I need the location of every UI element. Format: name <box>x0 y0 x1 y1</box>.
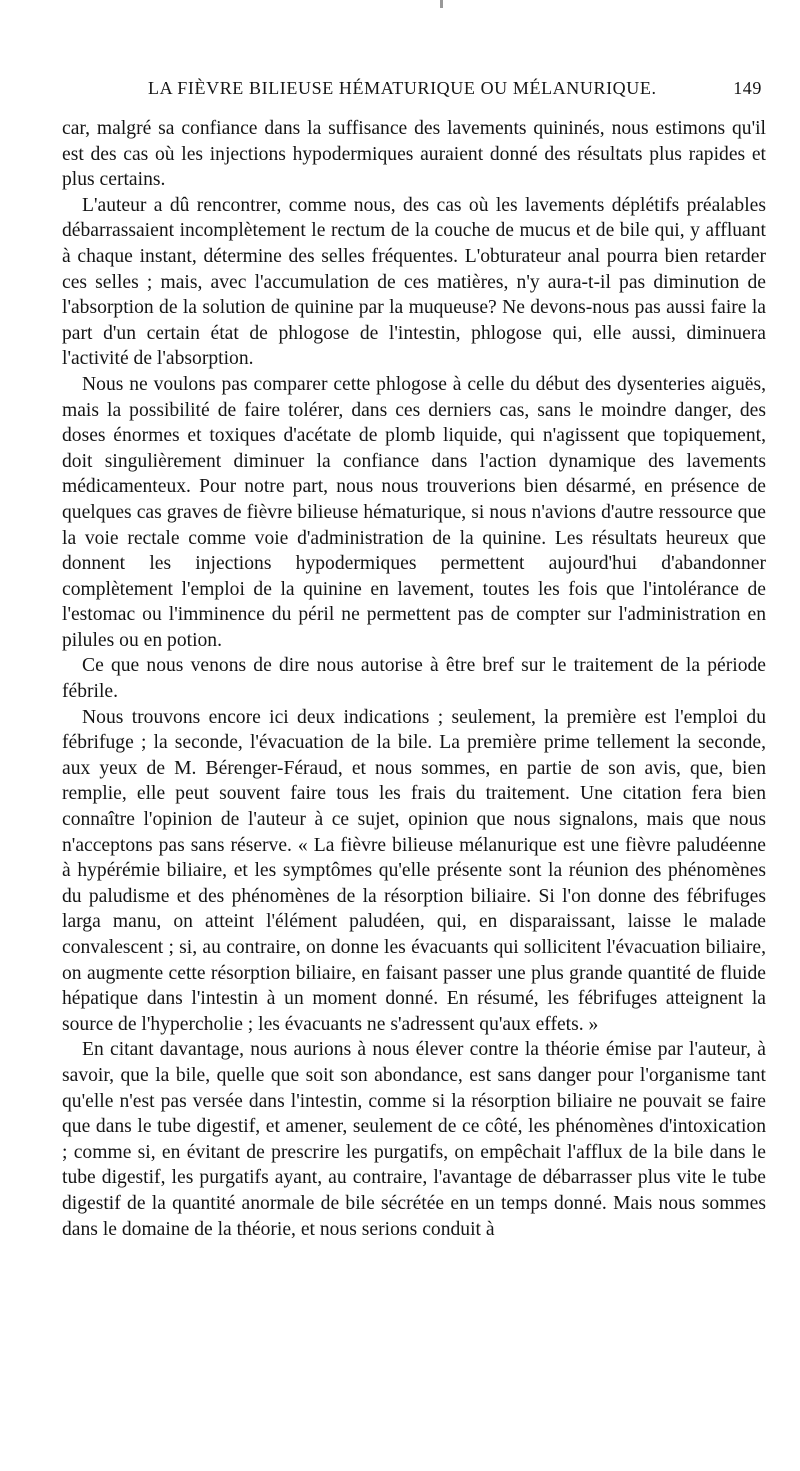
paragraph-1: car, malgré sa confiance dans la suffisance des lavements quininés, nous estimons qu'il est des cas où les injections hypodermiques auraient donné des résultats plus rapides et plus certains. <box>62 118 766 191</box>
paragraph-2: L'auteur a dû rencontrer, comme nous, des cas où les lavements déplétifs préalables débarrassaient incomplètement le rectum de la couche de mucus et de bile qui, y affluant à chaque instant, détermine des selles fréquentes. L'obturateur anal pourra bien retarder ces selles ; mais, avec l'accumulation de ces matières, n'y aura-t-il pas diminution de l'absorption de la solution de quinine par la muqueuse? Ne devons-nous pas aussi faire la part d'un certain état de phlogose de l'intestin, phlogose qui, elle aussi, diminuera l'activité de l'absorption. <box>62 194 766 370</box>
page-number: 149 <box>733 78 762 98</box>
paragraph-4: Ce que nous venons de dire nous autorise à être bref sur le traitement de la période fébrile. <box>62 655 766 703</box>
running-header <box>148 78 762 102</box>
scan-mark <box>440 0 443 8</box>
paragraph-3: Nous ne voulons pas comparer cette phlogose à celle du début des dysenteries aiguës, mais la possibilité de faire tolérer, dans ces derniers cas, sans le moindre danger, des doses énormes et toxiques d'acétate de plomb liquide, qui n'agissent que topiquement, doit singulièrement diminuer la confiance dans l'action dynamique des lavements médicamenteux. Pour notre part, nous nous trouverions bien désarmé, en présence de quelques cas graves de fièvre bilieuse hématurique, si nous n'avions d'autre ressource que la voie rectale comme voie d'administration de la quinine. Les résultats heureux que donnent les injections hypodermiques permettent aujourd'hui d'abandonner complètement l'emploi de la quinine en lavement, toutes les fois que l'intolérance de l'estomac ou l'imminence du péril ne permettent pas de compter sur l'administration en pilules ou en potion. <box>62 373 766 651</box>
body-text <box>62 116 766 1242</box>
paragraph-6: En citant davantage, nous aurions à nous élever contre la théorie émise par l'auteur, à savoir, que la bile, quelle que soit son abondance, est sans danger pour l'organisme tant qu'elle n'est pas versée dans l'intestin, comme si la résorption biliaire ne pouvait se faire que dans le tube digestif, et amener, seulement de ce côté, les phénomènes d'intoxication ; comme si, en évitant de prescrire les purgatifs, on empêchait l'afflux de la bile dans le tube digestif, les purgatifs ayant, au contraire, l'avantage de débarrasser plus vite le tube digestif de la quantité anormale de bile sécrétée en un temps donné. Mais nous sommes dans le domaine de la théorie, et nous serions conduit à <box>62 1039 766 1240</box>
paragraph-5: Nous trouvons encore ici deux indications ; seulement, la première est l'emploi du fébrifuge ; la seconde, l'évacuation de la bile. La première prime tellement la seconde, aux yeux de M. Bérenger-Féraud, et nous sommes, en partie de son avis, que, bien remplie, elle peut souvent faire tous les frais du traitement. Une citation fera bien connaître l'opinion de l'auteur à ce sujet, opinion que nous signalons, mais que nous n'acceptons pas sans réserve. « La fièvre bilieuse mélanurique est une fièvre paludéenne à hypérémie biliaire, et les symptômes qu'elle présente sont la réunion des phénomènes du paludisme et des phénomènes de la résorption biliaire. Si l'on donne des fébrifuges larga manu, on atteint l'élément paludéen, qui, en disparaissant, laisse le malade convalescent ; si, au contraire, on donne les évacuants qui sollicitent l'évacuation biliaire, on augmente cette résorption biliaire, en faisant passer une plus grande quantité de fluide hépatique dans l'intestin à un moment donné. En résumé, les fébrifuges atteignent la source de l'hypercholie ; les évacuants ne s'adressent qu'aux effets. » <box>62 706 766 1035</box>
running-title: LA FIÈVRE BILIEUSE HÉMATURIQUE OU MÉLANURIQUE. <box>148 78 657 98</box>
